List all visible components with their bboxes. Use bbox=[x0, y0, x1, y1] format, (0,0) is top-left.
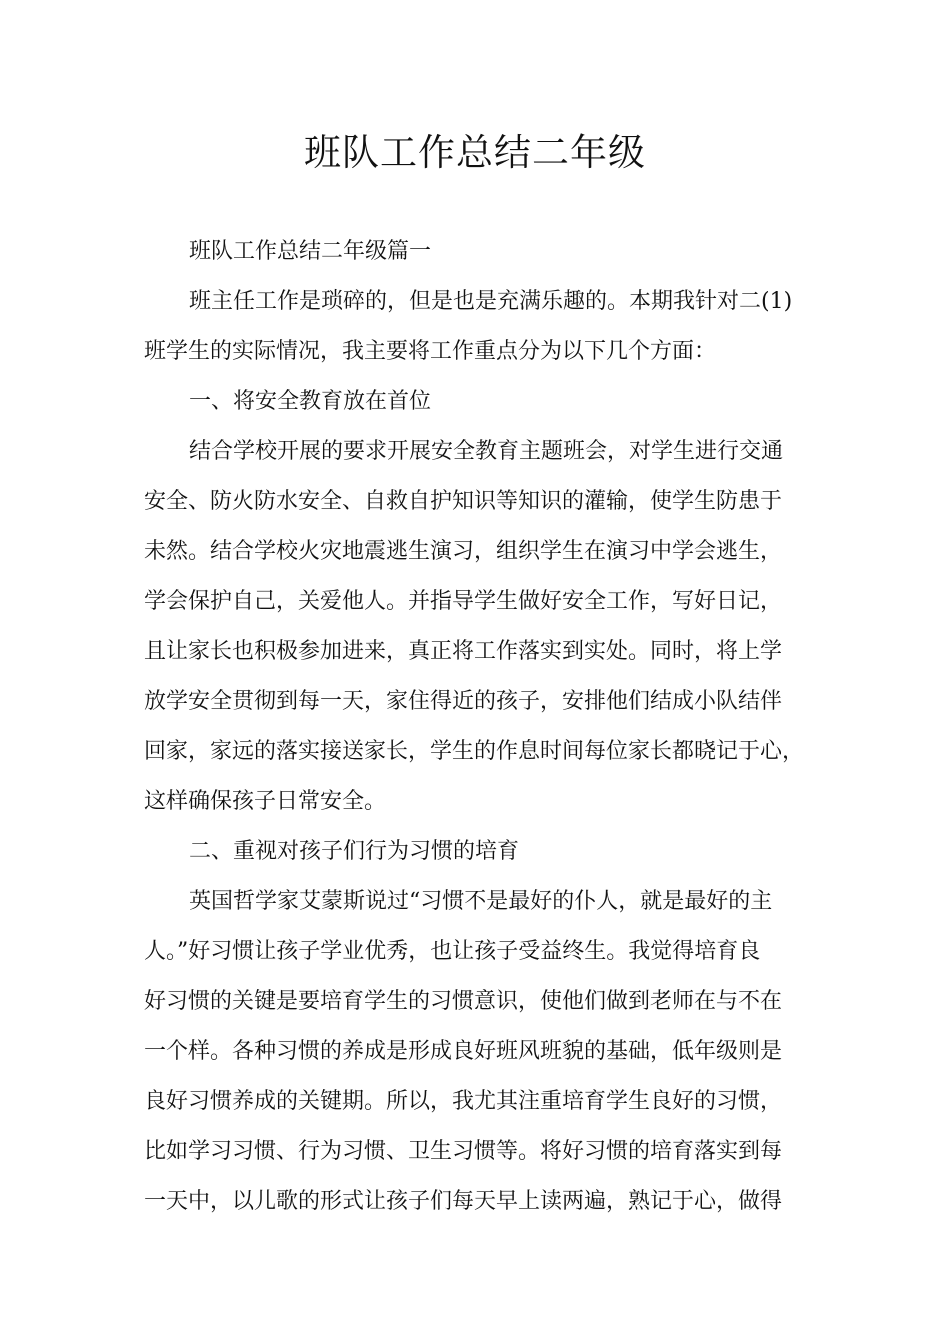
text-line: 未然。结合学校火灾地震逃生演习，组织学生在演习中学会逃生， bbox=[144, 539, 783, 564]
document-title: 班队工作总结二年级 bbox=[304, 131, 646, 174]
text-line: 这样确保孩子日常安全。 bbox=[144, 789, 387, 814]
text-line: 结合学校开展的要求开展安全教育主题班会，对学生进行交通 bbox=[189, 439, 784, 464]
section-heading: 一、将安全教育放在首位 bbox=[189, 389, 432, 414]
text-line: 良好习惯养成的关键期。所以，我尤其注重培育学生良好的习惯， bbox=[144, 1089, 783, 1114]
text-line: 一个样。各种习惯的养成是形成良好班风班貌的基础，低年级则是 bbox=[144, 1039, 783, 1064]
text-line: 安全、防火防水安全、自救自护知识等知识的灌输，使学生防患于 bbox=[144, 489, 783, 514]
text-line: 一天中，以儿歌的形式让孩子们每天早上读两遍，熟记于心，做得 bbox=[144, 1189, 783, 1214]
text-line: 班队工作总结二年级篇一 bbox=[189, 239, 432, 264]
document-body bbox=[144, 227, 824, 1227]
text-line: 好习惯的关键是要培育学生的习惯意识，使他们做到老师在与不在 bbox=[144, 989, 783, 1014]
text-line: 英国哲学家艾蒙斯说过“习惯不是最好的仆人，就是最好的主 bbox=[189, 889, 773, 914]
text-line: 人。”好习惯让孩子学业优秀，也让孩子受益终生。我觉得培育良 bbox=[144, 939, 761, 964]
text-line: 班主任工作是琐碎的，但是也是充满乐趣的。本期我针对二(1) bbox=[189, 289, 793, 314]
text-line: 班学生的实际情况，我主要将工作重点分为以下几个方面： bbox=[144, 339, 717, 364]
text-line: 放学安全贯彻到每一天，家住得近的孩子，安排他们结成小队结伴 bbox=[144, 689, 783, 714]
text-line: 学会保护自己，关爱他人。并指导学生做好安全工作，写好日记， bbox=[144, 589, 783, 614]
section-heading: 二、重视对孩子们行为习惯的培育 bbox=[189, 839, 520, 864]
text-line: 比如学习习惯、行为习惯、卫生习惯等。将好习惯的培育落实到每 bbox=[144, 1139, 783, 1164]
text-line: 回家，家远的落实接送家长，学生的作息时间每位家长都晓记于心， bbox=[144, 739, 805, 764]
text-line: 且让家长也积极参加进来，真正将工作落实到实处。同时，将上学 bbox=[144, 639, 783, 664]
